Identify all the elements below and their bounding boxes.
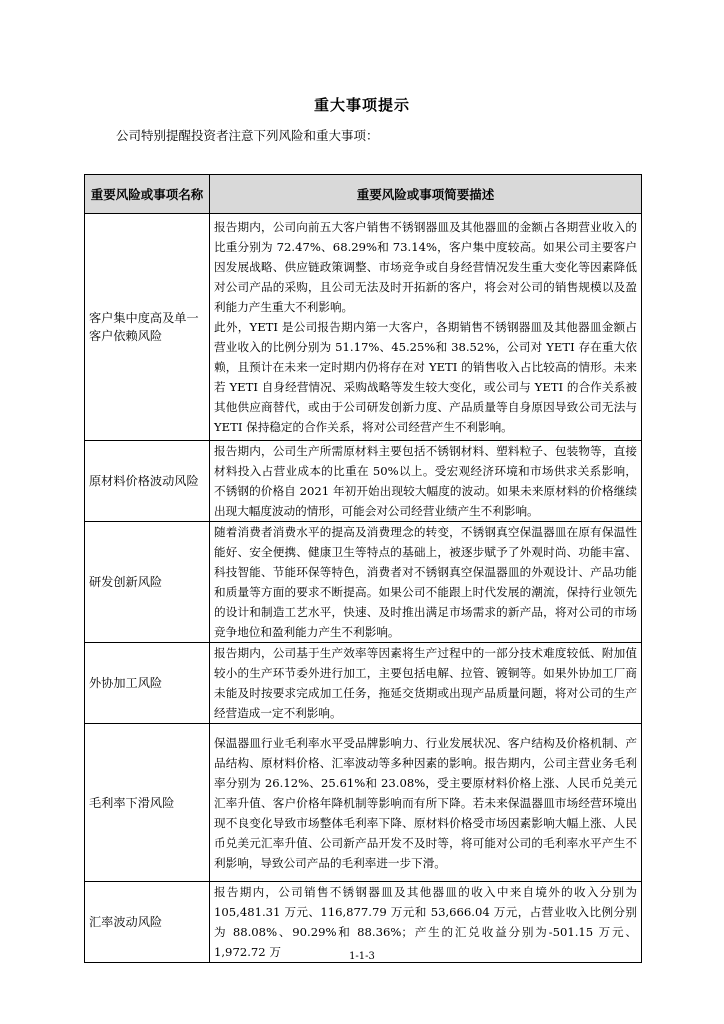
- table-row: [85, 214, 642, 441]
- description-paragraph: 此外，YETI 是公司报告期内第一大客户，各期销售不锈钢器皿及其他器皿金额占营业收入的比例分别为 51.17%、45.25%和 38.52%，公司对 YETI 存在重大依赖，且预计在未来一定时期内仍将存在对 YETI 的销售收入占比较高的情形。未来若 YETI 自身经营情况、采购战略等发生较大变化，或公司与 YETI 的合作关系被其他供应商替代，或由于公司研发创新力度、产品质量等自身原因导致公司无法与 YETI 保持稳定的合作关系，将对公司经营产生不利影响。: [214, 320, 637, 434]
- risk-description: [210, 724, 642, 882]
- description-paragraph: 报告期内，公司向前五大客户销售不锈钢器皿及其他器皿的金额占各期营业收入的比重分别为 72.47%、68.29%和 73.14%，客户集中度较高。如果公司主要客户因发展战略、供应链政策调整、市场竞争或自身经营情况发生重大变化等因素降低对公司产品的采购，且公司无法及时开拓新的客户，将会对公司的销售规模以及盈利能力产生重大不利影响。: [214, 220, 637, 314]
- table-header-row: [85, 175, 642, 214]
- description-paragraph: 报告期内，公司基于生产效率等因素将生产过程中的一部分技术难度较低、附加值较小的生产环节委外进行加工，主要包括电解、拉管、镀铜等。如果外协加工厂商未能及时按要求完成加工任务，拖延交货期或出现产品质量问题，将对公司的生产经营造成一定不利影响。: [214, 646, 637, 720]
- page-title: 重大事项提示: [313, 96, 410, 114]
- page-number: 1-1-3: [349, 951, 375, 962]
- risk-name: 客户集中度高及单一客户依赖风险: [85, 214, 210, 441]
- risk-table: [84, 174, 642, 963]
- description-paragraph: 随着消费者消费水平的提高及消费理念的转变，不锈钢真空保温器皿在原有保温性能好、安全便携、健康卫生等特点的基础上，被逐步赋予了外观时尚、功能丰富、科技智能、节能环保等特色，消费者对不锈钢真空保温器皿的外观设计、产品功能和质量等方面的要求不断提高。如果公司不能跟上时代发展的潮流，保持行业领先的设计和制造工艺水平，快速、及时推出满足市场需求的新产品，将对公司的市场竞争地位和盈利能力产生不利影响。: [214, 525, 637, 639]
- risk-description: [210, 214, 642, 441]
- description-paragraph: 保温器皿行业毛利率水平受品牌影响力、行业发展状况、客户结构及价格机制、产品结构、原材料价格、汇率波动等多种因素的影响。报告期内，公司主营业务毛利率分别为 26.12%、25.61%和 23.08%，受主要原材料价格上涨、人民币兑美元汇率升值、客户价格年降机制等影响而有所下降。若未来保温器皿市场经营环境出现不良变化导致市场整体毛利率下降、原材料价格受市场因素影响大幅上涨、人民币兑美元汇率升值、公司新产品开发不及时等，将可能对公司的毛利率水平产生不利影响，导致公司产品的毛利率进一步下滑。: [214, 735, 637, 870]
- description-paragraph: 报告期内，公司销售不锈钢器皿及其他器皿的收入中来自境外的收入分别为 105,481.31 万元、116,877.79 万元和 53,666.04 万元，占营业收入比例分别为 88.08%、90.29%和 88.36%；产生的汇兑收益分别为-501.15 万元、1,972.72 万: [214, 885, 637, 959]
- table-row: [85, 643, 642, 724]
- description-paragraph: 报告期内，公司生产所需原材料主要包括不锈钢材料、塑料粒子、包装物等，直接材料投入占营业成本的比重在 50%以上。受宏观经济环境和市场供求关系影响，不锈钢的价格自 2021 年初开始出现较大幅度的波动。如果未来原材料的价格继续出现大幅度波动的情形，可能会对公司经营业绩产生不利影响。: [214, 444, 637, 518]
- risk-name: 毛利率下滑风险: [85, 724, 210, 882]
- table-row: [85, 724, 642, 882]
- risk-name: 汇率波动风险: [85, 882, 210, 963]
- risk-name: 外协加工风险: [85, 643, 210, 724]
- risk-name: 研发创新风险: [85, 522, 210, 643]
- table-row: [85, 441, 642, 522]
- header-risk-description: 重要风险或事项简要描述: [210, 175, 642, 214]
- risk-name: 原材料价格波动风险: [85, 441, 210, 522]
- table-row: [85, 522, 642, 643]
- risk-description: [210, 643, 642, 724]
- header-risk-name: 重要风险或事项名称: [85, 175, 210, 214]
- intro-text: 公司特别提醒投资者注意下列风险和重大事项：: [116, 128, 379, 143]
- risk-description: [210, 522, 642, 643]
- risk-description: [210, 441, 642, 522]
